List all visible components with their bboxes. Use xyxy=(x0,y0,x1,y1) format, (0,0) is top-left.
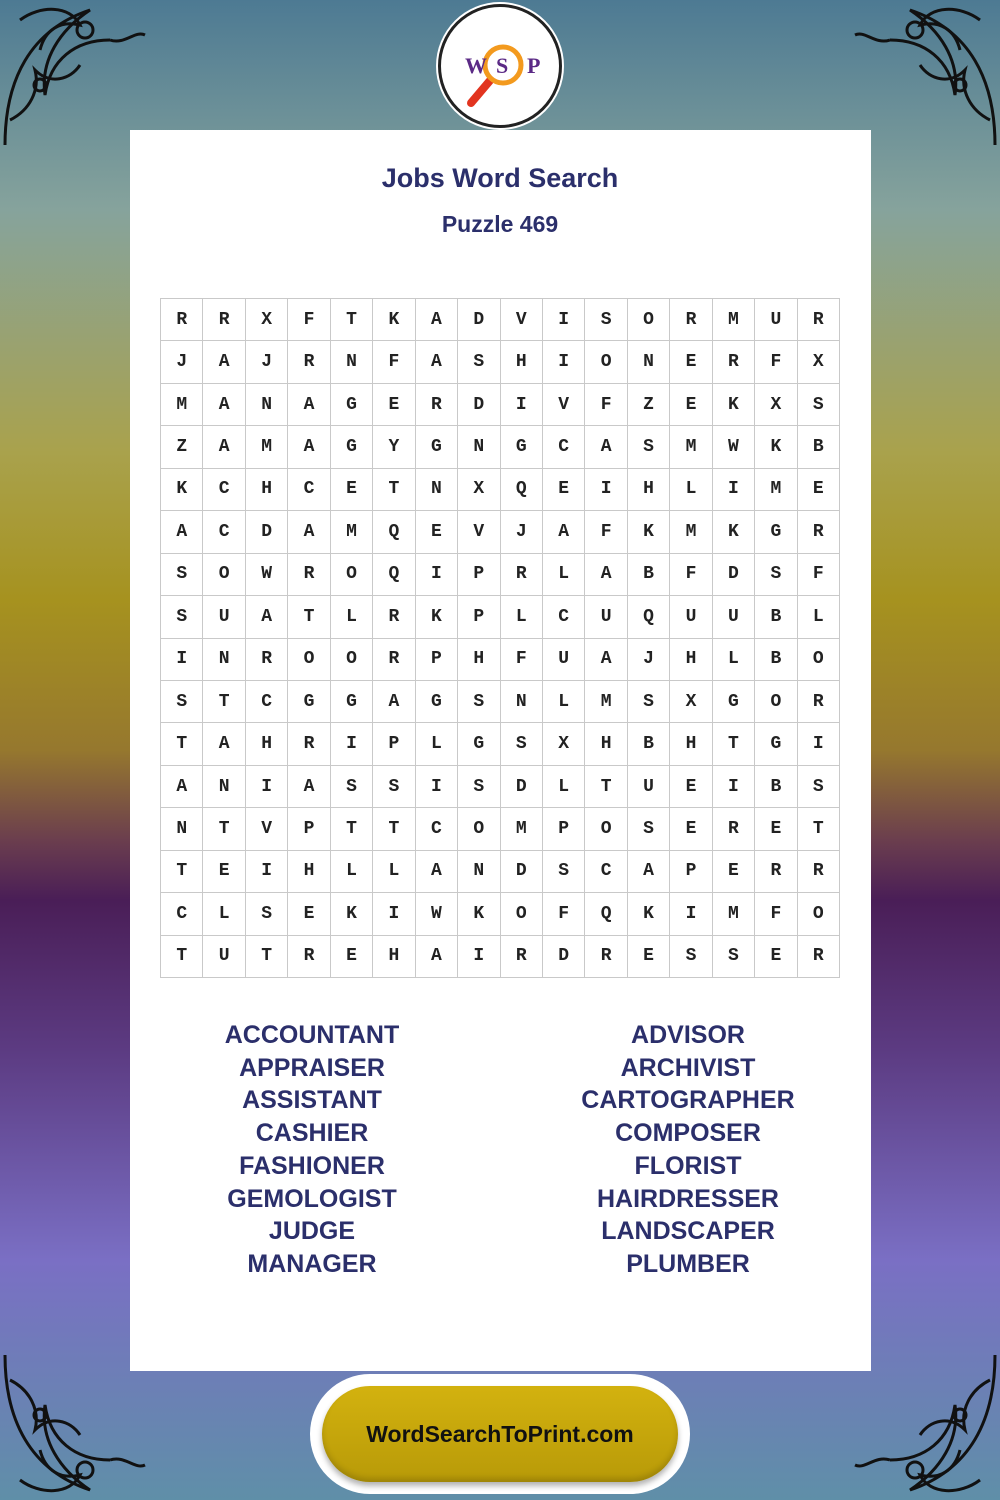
logo-letter-s: S xyxy=(496,53,509,78)
grid-cell[interactable]: P xyxy=(543,808,585,850)
grid-cell[interactable]: W xyxy=(416,893,458,935)
grid-cell[interactable]: C xyxy=(288,469,330,511)
grid-cell[interactable]: K xyxy=(373,299,415,341)
word-list-item: GEMOLOGIST xyxy=(227,1184,397,1213)
grid-cell[interactable]: B xyxy=(798,426,840,468)
grid-cell[interactable]: I xyxy=(585,469,627,511)
grid-cell[interactable]: S xyxy=(798,766,840,808)
grid-cell[interactable]: K xyxy=(713,384,755,426)
grid-cell[interactable]: L xyxy=(670,469,712,511)
grid-cell[interactable]: E xyxy=(288,893,330,935)
grid-cell[interactable]: K xyxy=(628,893,670,935)
grid-cell[interactable]: H xyxy=(585,723,627,765)
grid-cell[interactable]: H xyxy=(246,469,288,511)
word-list-right xyxy=(498,1019,878,1281)
grid-cell[interactable]: K xyxy=(416,596,458,638)
grid-cell[interactable]: Z xyxy=(628,384,670,426)
grid-cell[interactable]: H xyxy=(288,851,330,893)
grid-cell[interactable]: I xyxy=(670,893,712,935)
word-list-item: FLORIST xyxy=(634,1151,742,1180)
grid-cell[interactable]: M xyxy=(713,893,755,935)
grid-cell[interactable]: N xyxy=(331,341,373,383)
grid-cell[interactable]: E xyxy=(543,469,585,511)
grid-cell[interactable]: R xyxy=(373,596,415,638)
grid-cell[interactable]: A xyxy=(585,639,627,681)
grid-cell[interactable]: R xyxy=(798,936,840,978)
grid-cell[interactable]: G xyxy=(416,426,458,468)
grid-cell[interactable]: G xyxy=(416,681,458,723)
grid-cell[interactable]: E xyxy=(373,384,415,426)
grid-cell[interactable]: N xyxy=(458,426,500,468)
grid-cell[interactable]: S xyxy=(373,766,415,808)
grid-cell[interactable]: R xyxy=(713,808,755,850)
grid-cell[interactable]: T xyxy=(161,936,203,978)
grid-cell[interactable]: N xyxy=(501,681,543,723)
grid-cell[interactable]: T xyxy=(203,681,245,723)
grid-cell[interactable]: A xyxy=(628,851,670,893)
grid-cell[interactable]: U xyxy=(670,596,712,638)
grid-cell[interactable]: I xyxy=(543,299,585,341)
grid-cell[interactable]: I xyxy=(246,851,288,893)
grid-cell[interactable]: K xyxy=(458,893,500,935)
grid-cell[interactable]: J xyxy=(161,341,203,383)
grid-cell[interactable]: S xyxy=(713,936,755,978)
grid-cell[interactable]: L xyxy=(331,596,373,638)
grid-cell[interactable]: U xyxy=(585,596,627,638)
grid-cell[interactable]: S xyxy=(458,681,500,723)
grid-cell[interactable]: B xyxy=(628,723,670,765)
grid-cell[interactable]: E xyxy=(416,511,458,553)
grid-cell[interactable]: H xyxy=(501,341,543,383)
word-list-item: CASHIER xyxy=(255,1119,369,1148)
grid-cell[interactable]: P xyxy=(416,639,458,681)
grid-cell[interactable]: O xyxy=(628,299,670,341)
grid-cell[interactable]: H xyxy=(628,469,670,511)
grid-cell[interactable]: D xyxy=(246,511,288,553)
grid-cell[interactable]: K xyxy=(713,511,755,553)
grid-cell[interactable]: C xyxy=(203,511,245,553)
grid-cell[interactable]: W xyxy=(246,554,288,596)
grid-cell[interactable]: R xyxy=(713,341,755,383)
grid-cell[interactable]: E xyxy=(670,341,712,383)
grid-cell[interactable]: F xyxy=(288,299,330,341)
grid-cell[interactable]: G xyxy=(458,723,500,765)
grid-cell[interactable]: N xyxy=(416,469,458,511)
grid-cell[interactable]: H xyxy=(670,723,712,765)
grid-cell[interactable]: K xyxy=(331,893,373,935)
grid-cell[interactable]: I xyxy=(458,936,500,978)
grid-cell[interactable]: F xyxy=(798,554,840,596)
grid-cell[interactable]: N xyxy=(458,851,500,893)
grid-cell[interactable]: U xyxy=(543,639,585,681)
puzzle-title: Jobs Word Search xyxy=(381,163,619,193)
word-list-item: LANDSCAPER xyxy=(601,1217,775,1246)
grid-cell[interactable]: S xyxy=(161,554,203,596)
grid-cell[interactable]: C xyxy=(543,426,585,468)
grid-cell[interactable]: A xyxy=(203,341,245,383)
grid-cell[interactable]: R xyxy=(288,936,330,978)
ornament-corner-top-left xyxy=(0,0,150,150)
grid-cell[interactable]: R xyxy=(670,299,712,341)
grid-cell[interactable]: T xyxy=(246,936,288,978)
grid-cell[interactable]: M xyxy=(713,299,755,341)
grid-cell[interactable]: S xyxy=(628,426,670,468)
grid-cell[interactable]: I xyxy=(543,341,585,383)
grid-cell[interactable]: S xyxy=(246,893,288,935)
grid-cell[interactable]: G xyxy=(331,384,373,426)
grid-cell[interactable]: O xyxy=(331,639,373,681)
grid-cell[interactable]: A xyxy=(585,426,627,468)
grid-cell[interactable]: O xyxy=(288,639,330,681)
grid-cell[interactable]: E xyxy=(713,851,755,893)
grid-cell[interactable]: S xyxy=(755,554,797,596)
grid-cell[interactable]: A xyxy=(161,766,203,808)
grid-cell[interactable]: R xyxy=(798,299,840,341)
grid-cell[interactable]: F xyxy=(755,341,797,383)
grid-cell[interactable]: J xyxy=(628,639,670,681)
ornament-corner-top-right xyxy=(850,0,1000,150)
grid-cell[interactable]: Q xyxy=(628,596,670,638)
grid-cell[interactable]: S xyxy=(458,341,500,383)
grid-cell[interactable]: D xyxy=(458,384,500,426)
grid-cell[interactable]: C xyxy=(246,681,288,723)
grid-cell[interactable]: N xyxy=(628,341,670,383)
grid-cell[interactable]: C xyxy=(416,808,458,850)
word-list-item: MANAGER xyxy=(247,1249,377,1278)
grid-cell[interactable]: Q xyxy=(585,893,627,935)
grid-cell[interactable]: D xyxy=(543,936,585,978)
grid-cell[interactable]: R xyxy=(755,851,797,893)
footer-banner[interactable] xyxy=(310,1374,690,1494)
grid-cell[interactable]: E xyxy=(331,936,373,978)
grid-cell[interactable]: F xyxy=(670,554,712,596)
grid-cell[interactable]: H xyxy=(458,639,500,681)
word-list-item: JUDGE xyxy=(268,1217,356,1246)
grid-cell[interactable]: G xyxy=(331,681,373,723)
site-logo[interactable] xyxy=(438,4,562,128)
grid-cell[interactable]: S xyxy=(161,681,203,723)
grid-cell[interactable]: A xyxy=(373,681,415,723)
grid-cell[interactable]: O xyxy=(798,639,840,681)
grid-cell[interactable]: O xyxy=(585,808,627,850)
grid-cell[interactable]: V xyxy=(501,299,543,341)
grid-cell[interactable]: M xyxy=(246,426,288,468)
grid-cell[interactable]: O xyxy=(331,554,373,596)
grid-cell[interactable]: J xyxy=(501,511,543,553)
grid-cell[interactable]: Q xyxy=(501,469,543,511)
grid-cell[interactable]: T xyxy=(331,808,373,850)
grid-cell[interactable]: C xyxy=(585,851,627,893)
grid-cell[interactable]: J xyxy=(246,341,288,383)
grid-cell[interactable]: L xyxy=(798,596,840,638)
grid-cell[interactable]: V xyxy=(543,384,585,426)
grid-cell[interactable]: U xyxy=(203,936,245,978)
grid-cell[interactable]: G xyxy=(713,681,755,723)
grid-cell[interactable]: A xyxy=(246,596,288,638)
grid-cell[interactable]: E xyxy=(798,469,840,511)
grid-cell[interactable]: E xyxy=(331,469,373,511)
grid-cell[interactable]: V xyxy=(458,511,500,553)
grid-cell[interactable]: A xyxy=(288,766,330,808)
word-list-item: CARTOGRAPHER xyxy=(581,1086,795,1115)
grid-cell[interactable]: A xyxy=(416,851,458,893)
grid-cell[interactable]: R xyxy=(585,936,627,978)
grid-cell[interactable]: F xyxy=(373,341,415,383)
grid-cell[interactable]: M xyxy=(501,808,543,850)
grid-cell[interactable]: H xyxy=(246,723,288,765)
grid-cell[interactable]: I xyxy=(713,469,755,511)
grid-cell[interactable]: U xyxy=(203,596,245,638)
grid-cell[interactable]: F xyxy=(543,893,585,935)
logo-letter-p: P xyxy=(527,53,541,78)
grid-cell[interactable]: I xyxy=(161,639,203,681)
grid-cell[interactable]: R xyxy=(288,554,330,596)
grid-cell[interactable]: M xyxy=(670,426,712,468)
grid-cell[interactable]: T xyxy=(373,469,415,511)
grid-cell[interactable]: O xyxy=(501,893,543,935)
grid-cell[interactable]: U xyxy=(628,766,670,808)
grid-cell[interactable]: E xyxy=(203,851,245,893)
grid-cell[interactable]: F xyxy=(501,639,543,681)
word-list-item: ARCHIVIST xyxy=(620,1053,756,1082)
grid-cell[interactable]: R xyxy=(798,681,840,723)
grid-cell[interactable]: S xyxy=(798,384,840,426)
grid-cell[interactable]: A xyxy=(288,384,330,426)
grid-cell[interactable]: L xyxy=(543,766,585,808)
grid-cell[interactable]: R xyxy=(161,299,203,341)
ornament-corner-bottom-right xyxy=(850,1350,1000,1500)
grid-cell[interactable]: N xyxy=(161,808,203,850)
grid-cell[interactable]: R xyxy=(288,723,330,765)
grid-cell[interactable]: G xyxy=(331,426,373,468)
grid-cell[interactable]: T xyxy=(798,808,840,850)
grid-cell[interactable]: B xyxy=(755,596,797,638)
word-list-item: APPRAISER xyxy=(239,1053,385,1082)
grid-cell[interactable]: X xyxy=(543,723,585,765)
grid-cell[interactable]: T xyxy=(161,723,203,765)
grid-cell[interactable]: U xyxy=(713,596,755,638)
grid-cell[interactable]: A xyxy=(585,554,627,596)
grid-cell[interactable]: A xyxy=(203,384,245,426)
grid-cell[interactable]: T xyxy=(161,851,203,893)
grid-cell[interactable]: W xyxy=(713,426,755,468)
grid-cell[interactable]: I xyxy=(713,766,755,808)
grid-cell[interactable]: K xyxy=(628,511,670,553)
grid-cell[interactable]: S xyxy=(670,936,712,978)
grid-cell[interactable]: D xyxy=(458,299,500,341)
grid-cell[interactable]: M xyxy=(161,384,203,426)
grid-cell[interactable]: M xyxy=(755,469,797,511)
grid-cell[interactable]: I xyxy=(416,766,458,808)
grid-cell[interactable]: O xyxy=(585,341,627,383)
grid-cell[interactable]: S xyxy=(458,766,500,808)
grid-cell[interactable]: E xyxy=(755,936,797,978)
grid-cell[interactable]: S xyxy=(628,808,670,850)
grid-cell[interactable]: L xyxy=(543,681,585,723)
word-list-item: ADVISOR xyxy=(631,1021,745,1049)
grid-cell[interactable]: C xyxy=(203,469,245,511)
grid-cell[interactable]: A xyxy=(416,299,458,341)
grid-cell[interactable]: P xyxy=(373,723,415,765)
grid-cell[interactable]: P xyxy=(670,851,712,893)
grid-cell[interactable]: S xyxy=(501,723,543,765)
grid-cell[interactable]: I xyxy=(331,723,373,765)
grid-cell[interactable]: N xyxy=(246,384,288,426)
grid-cell[interactable]: G xyxy=(755,511,797,553)
grid-cell[interactable]: L xyxy=(501,596,543,638)
grid-cell[interactable]: K xyxy=(755,426,797,468)
grid-cell[interactable]: T xyxy=(288,596,330,638)
grid-cell[interactable]: I xyxy=(416,554,458,596)
grid-cell[interactable]: O xyxy=(458,808,500,850)
word-list-item: COMPOSER xyxy=(615,1119,761,1148)
grid-cell[interactable]: A xyxy=(288,426,330,468)
grid-cell[interactable]: P xyxy=(458,554,500,596)
grid-cell[interactable]: S xyxy=(331,766,373,808)
grid-cell[interactable]: L xyxy=(331,851,373,893)
grid-cell[interactable]: L xyxy=(713,639,755,681)
ornament-corner-bottom-left xyxy=(0,1350,150,1500)
word-list-item: PLUMBER xyxy=(626,1249,750,1278)
grid-cell[interactable]: P xyxy=(458,596,500,638)
word-list-item: HAIRDRESSER xyxy=(597,1184,779,1213)
grid-cell[interactable]: R xyxy=(203,299,245,341)
grid-cell[interactable]: H xyxy=(670,639,712,681)
grid-cell[interactable]: X xyxy=(670,681,712,723)
grid-cell[interactable]: B xyxy=(628,554,670,596)
grid-cell[interactable]: Q xyxy=(373,511,415,553)
grid-cell[interactable]: D xyxy=(501,851,543,893)
grid-cell[interactable]: C xyxy=(161,893,203,935)
word-list-left xyxy=(122,1019,502,1281)
grid-cell[interactable]: L xyxy=(203,893,245,935)
grid-cell[interactable]: R xyxy=(416,384,458,426)
puzzle-subtitle: Puzzle 469 xyxy=(441,211,559,237)
grid-cell[interactable]: L xyxy=(543,554,585,596)
grid-cell[interactable]: A xyxy=(203,426,245,468)
grid-cell[interactable]: T xyxy=(331,299,373,341)
grid-cell[interactable]: R xyxy=(246,639,288,681)
grid-cell[interactable]: T xyxy=(373,808,415,850)
grid-cell[interactable]: E xyxy=(670,384,712,426)
grid-cell[interactable]: M xyxy=(585,681,627,723)
word-list-item: FASHIONER xyxy=(239,1151,385,1180)
grid-cell[interactable]: X xyxy=(798,341,840,383)
grid-cell[interactable]: D xyxy=(501,766,543,808)
grid-cell[interactable]: G xyxy=(288,681,330,723)
grid-cell[interactable]: H xyxy=(373,936,415,978)
grid-cell[interactable]: S xyxy=(543,851,585,893)
grid-cell[interactable]: I xyxy=(798,723,840,765)
grid-cell[interactable]: E xyxy=(628,936,670,978)
grid-cell[interactable]: S xyxy=(628,681,670,723)
grid-cell[interactable]: R xyxy=(373,639,415,681)
grid-cell[interactable]: B xyxy=(755,639,797,681)
grid-cell[interactable]: O xyxy=(203,554,245,596)
grid-cell[interactable]: U xyxy=(755,299,797,341)
grid-cell[interactable]: X xyxy=(458,469,500,511)
grid-cell[interactable]: G xyxy=(501,426,543,468)
grid-cell[interactable]: S xyxy=(585,299,627,341)
logo-letter-w: W xyxy=(465,53,487,78)
grid-cell[interactable]: G xyxy=(755,723,797,765)
letter-grid xyxy=(160,298,840,978)
grid-cell[interactable]: B xyxy=(755,766,797,808)
grid-cell[interactable]: C xyxy=(543,596,585,638)
grid-cell[interactable]: D xyxy=(713,554,755,596)
grid-cell[interactable]: S xyxy=(161,596,203,638)
grid-cell[interactable]: F xyxy=(755,893,797,935)
grid-cell[interactable]: A xyxy=(161,511,203,553)
grid-cell[interactable]: K xyxy=(161,469,203,511)
grid-cell[interactable]: M xyxy=(331,511,373,553)
grid-cell[interactable]: I xyxy=(246,766,288,808)
grid-cell[interactable]: A xyxy=(416,936,458,978)
grid-cell[interactable]: X xyxy=(755,384,797,426)
grid-cell[interactable]: E xyxy=(670,766,712,808)
grid-cell[interactable]: L xyxy=(373,851,415,893)
grid-cell[interactable]: R xyxy=(798,851,840,893)
grid-cell[interactable]: O xyxy=(798,893,840,935)
grid-cell[interactable]: P xyxy=(288,808,330,850)
grid-cell[interactable]: O xyxy=(755,681,797,723)
grid-cell[interactable]: Z xyxy=(161,426,203,468)
grid-cell[interactable]: X xyxy=(246,299,288,341)
grid-cell[interactable]: M xyxy=(670,511,712,553)
word-list-item: ACCOUNTANT xyxy=(224,1021,400,1049)
grid-cell[interactable]: A xyxy=(203,723,245,765)
grid-cell[interactable]: N xyxy=(203,766,245,808)
grid-cell[interactable]: Q xyxy=(373,554,415,596)
grid-cell[interactable]: F xyxy=(585,384,627,426)
grid-cell[interactable]: I xyxy=(501,384,543,426)
grid-cell[interactable]: T xyxy=(203,808,245,850)
grid-cell[interactable]: A xyxy=(288,511,330,553)
grid-cell[interactable]: T xyxy=(713,723,755,765)
grid-cell[interactable]: T xyxy=(585,766,627,808)
grid-cell[interactable]: F xyxy=(585,511,627,553)
grid-cell[interactable]: I xyxy=(373,893,415,935)
grid-cell[interactable]: R xyxy=(501,554,543,596)
grid-cell[interactable]: E xyxy=(755,808,797,850)
grid-cell[interactable]: V xyxy=(246,808,288,850)
word-list-item: ASSISTANT xyxy=(242,1086,382,1115)
grid-cell[interactable]: Y xyxy=(373,426,415,468)
grid-cell[interactable]: A xyxy=(416,341,458,383)
grid-cell[interactable]: E xyxy=(670,808,712,850)
grid-cell[interactable]: R xyxy=(501,936,543,978)
grid-cell[interactable]: R xyxy=(288,341,330,383)
grid-cell[interactable]: L xyxy=(416,723,458,765)
site-link[interactable]: WordSearchToPrint.com xyxy=(322,1386,678,1482)
grid-cell[interactable]: N xyxy=(203,639,245,681)
grid-cell[interactable]: R xyxy=(798,511,840,553)
magnifier-handle-icon xyxy=(471,77,493,103)
grid-cell[interactable]: A xyxy=(543,511,585,553)
